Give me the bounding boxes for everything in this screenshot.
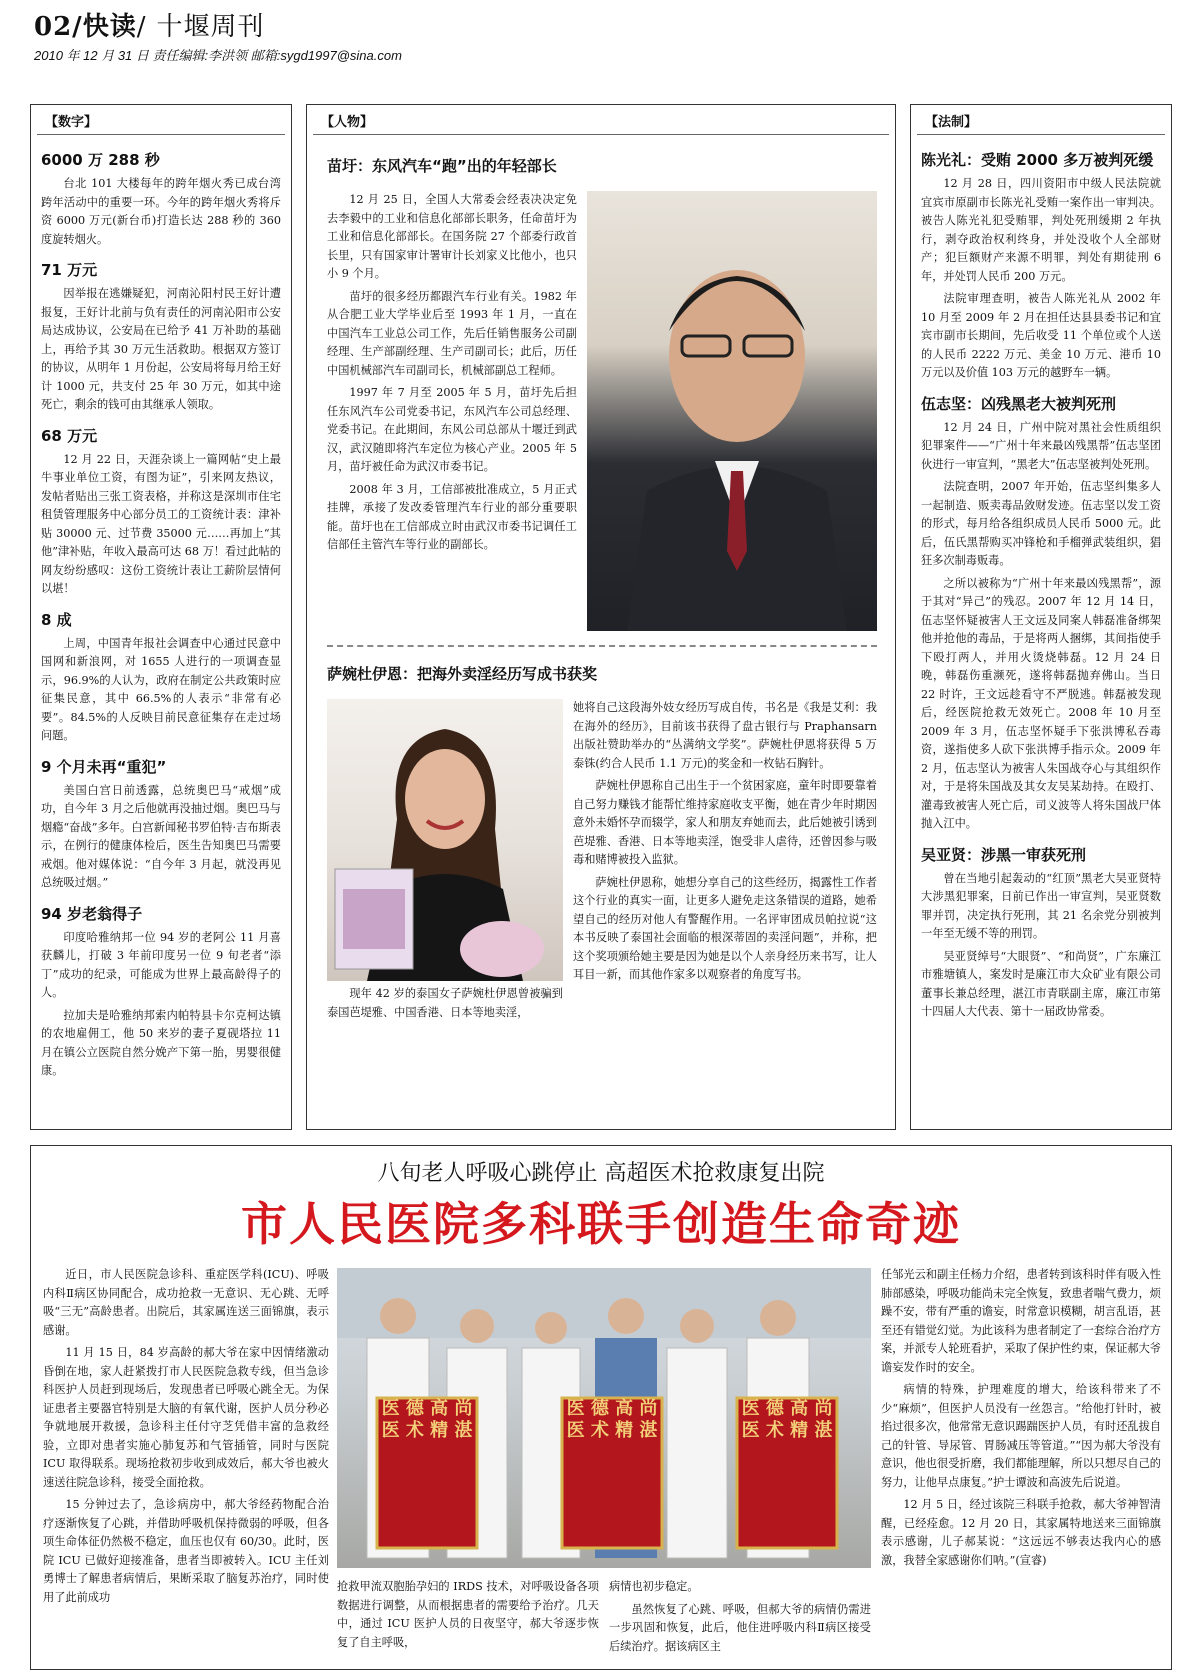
paragraph: 虽然恢复了心跳、呼吸，但郝大爷的病情仍需进一步巩固和恢复，此后，他住进呼吸内科Ⅱ病区接受后续治疗。据该病区主 — [609, 1602, 871, 1653]
paragraph: 萨婉杜伊恩称，她想分享自己的这些经历，揭露性工作者这个行业的真实一面，让更多人避免走这条错误的道路，她希望自己的经历对他人有警醒作用。一名评审团成员帕拉说“这本书反映了泰国社会面临的根深蒂固的卖淫问题”，并称，把这个奖项颁给她主要是因为她是以个人亲身经历来书写，让人耳目一新，而其他作家多以观察者的角度写书。 — [573, 875, 877, 981]
feature-kicker: 八旬老人呼吸心跳停止 高超医术抢救康复出院 — [377, 1161, 825, 1186]
page-number: 02/ — [34, 12, 83, 42]
paragraph: 曾在当地引起轰动的“红顶”黑老大吴亚贤特大涉黑犯罪案，日前已作出一审宣判，吴亚贤数罪并罚，决定执行死刑，其 21 名余党分别被判一年至无缓不等的刑罚。 — [921, 871, 1161, 940]
banner-line-2: 医 术 精 湛 — [381, 1420, 473, 1441]
paragraph: 任邹光云和副主任杨力介绍，患者转到该科时伴有吸入性肺部感染，呼吸功能尚未完全恢复，致患者喘气费力，烦躁不安，带有严重的谵妄，时常意识模糊，胡言乱语，甚至还有错觉幻觉。为此该科为患者制定了一套综合治疗方案，并派专人轮班看护，采取了保护性约束，保证郝大爷谵妄发作时的安全。 — [881, 1268, 1161, 1374]
paragraph: 法院审理查明，被告人陈光礼从 2002 年 10 月至 2009 年 2 月在担任达县县委书记和宜宾市副市长期间，先后收受 11 个单位或个人送的人民币 2222 万元、美金 10 万元、港币 10 万元以及价值 103 万元的越野车一辆。 — [921, 292, 1161, 379]
paragraph: 11 月 15 日，84 岁高龄的郝大爷在家中因情绪激动昏倒在地，家人赶紧拨打市人民医院急救专线，但当急诊科医护人员赶到现场后，发现患者已呼吸心跳全无。为保证患者主要器官特别是大脑的有氧代谢，医护人员分秒必争就地展开救援，急诊科主任付守芝凭借丰富的急救经验，立即对患者实施心肺复苏和气管插管，同时与医院 ICU 取得联系。现场抢救初步收到成效后，郝大爷也被火速送往院急诊科，接受全面抢救。 — [43, 1346, 329, 1489]
paragraph: 12 月 24 日，广州中院对黑社会性质组织犯罪案件——“广州十年来最凶残黑帮”伍志坚团伙进行一审宣判，“黑老大”伍志坚被判处死刑。 — [921, 420, 1161, 471]
banner — [562, 1398, 662, 1442]
banner — [377, 1398, 477, 1442]
author-photo — [327, 699, 563, 981]
paragraph: 12 月 5 日，经过该院三科联手抢救，郝大爷神智清醒，已经痊愈。12 月 20 日，其家属特地送来三面锦旗表示感谢，儿子郝某说：“这远远不够表达我内心的感激，我替全家感谢你们呐。”(宣睿) — [881, 1498, 1161, 1567]
paragraph: 萨婉杜伊恩称自己出生于一个贫困家庭，童年时即要靠着自己努力赚钱才能帮忙维持家庭收支平衡，她在青少年时期因意外未婚怀孕而辍学，家人和朋友弃她而去，此后她被引诱到芭堤雅、香港、日本等地卖淫，饱受非人虐待，还曾因参与吸毒和赌博被投入监狱。 — [573, 779, 877, 866]
header-meta: 2010 年 12 月 31 日 责任编辑:李洪领 邮箱:sygd1997@sina.com — [34, 48, 402, 63]
paragraph: 15 分钟过去了，急诊病房中，郝大爷经药物配合治疗逐渐恢复了心跳，并借助呼吸机保持微弱的呼吸，但各项生命体征仍然极不稳定，血压也仅有 60/30。此时，医院 ICU 已做好迎接准备，患者当即被转入。ICU 主任刘勇博士了解患者病情后，果断采取了脑复苏治疗，同时使用了此前成功 — [43, 1498, 329, 1604]
paragraph: 苗圩的很多经历都跟汽车行业有关。1982 年从合肥工业大学毕业后至 1993 年 1 月，一直在中国汽车工业总公司工作，先后任销售服务公司副经理、生产部副经理、生产司副司长；此后，历任中国机械部汽车司副司长，机械部副总工程师。 — [327, 289, 577, 377]
portrait-illustration — [587, 191, 877, 631]
feature-column-3 — [881, 1266, 1161, 1574]
paragraph: 病情也初步稳定。 — [609, 1580, 699, 1593]
banner-line-1: 医 德 高 尚 — [381, 1398, 473, 1419]
portrait-photo — [587, 191, 877, 631]
paragraph: 12 月 28 日，四川资阳市中级人民法院就宜宾市原副市长陈光礼受贿一案作出一审判决。被告人陈光礼犯受贿罪，判处死刑缓期 2 年执行，剥夺政治权利终身，并处没收个人全部财产；犯巨额财产来源不明罪，判处有期徒刑 6 年，并处罚人民币 200 万元。 — [921, 177, 1161, 283]
people-column — [306, 104, 896, 1130]
paragraph: 12 月 22 日，天涯杂谈上一篇网帖“史上最牛事业单位工资，有图为证”，引来网友热议，发帖者贴出三张工资表格，并称这是深圳市住宅租赁管理服务中心部分员工的工资统计表：津补贴 30000 元、过节费 35000 元……再加上“其他”津补贴，年收入最高可达 68 万！看过此帖的网友纷纷感叹：这份工资统计表让工薪阶层情何以堪！ — [41, 452, 281, 595]
paper-name: 十堰周刊 — [156, 12, 265, 42]
item-title: 68 万元 — [41, 426, 98, 445]
paragraph: 病情的特殊，护理难度的增大，给该科带来了不少“麻烦”，但医护人员没有一丝怨言。“给他打针时，被掐过很多次，他常常无意识踢踹医护人员，有时还乱拔自己的针管、导尿管、胃肠减压等管道。”“因为郝大爷没有意识，他也很受折磨，我们都能理解，所以只想尽自己的努力，让他早点康复。”护士谭波和高波先后说道。 — [881, 1383, 1161, 1489]
item-title: 8 成 — [41, 610, 72, 629]
numbers-column — [30, 104, 292, 1130]
paragraph: 拉加夫是哈雅纳邦索内帕特县卡尔克柯达镇的农地雇佣工，他 50 来岁的妻子夏砚塔拉 11 月在镇公立医院自然分娩产下第一胎，男婴很健康。 — [41, 1008, 281, 1077]
law-column — [910, 104, 1172, 1130]
paragraph: 近日，市人民医院急诊科、重症医学科(ICU)、呼吸内科Ⅱ病区协同配合，成功抢救一无意识、无心跳、无呼吸“三无”高龄患者。出院后，其家属连送三面锦旗，表示感谢。 — [43, 1268, 329, 1337]
paragraph: 1997 年 7 月至 2005 年 5 月，苗圩先后担任东风汽车公司党委书记，东风汽车公司总经理、党委书记。在此期间，东风公司总部从十堰迁到武汉，武汉随即将汽车定位为核心产业。2005 年 5 月，苗圩被任命为武汉市委书记。 — [327, 386, 577, 473]
item-title: 9 个月未再“重犯” — [41, 757, 167, 776]
paragraph: 她将自己这段海外妓女经历写成自传，书名是《我是艾利：我在海外的经历》，目前该书获得了盘古银行与 Praphansarn 出版社赞助举办的“丛满纳文学奖”。萨婉杜伊恩将获得 5 万泰铢(约合人民币 1.1 万元)的奖金和一枚钻石胸针。 — [573, 701, 877, 770]
column-tag: 【法制】 — [917, 105, 1165, 135]
story-title: 萨婉杜伊恩：把海外卖淫经历写成书获奖 — [327, 665, 598, 683]
paragraph: 因举报在逃嫌疑犯，河南沁阳村民王好计遭报复，王好计北前与负有责任的河南沁阳市公安局达成协议，公安局在已给予 41 万补助的基础上，再给予其 30 万元生活救助。根据双方签订的协议，从明年 1 月份起，公安局将每月给王好计 1000 元，共支付 25 年 30 万元，如其中途死亡，剩余的钱可由其继承人领取。 — [41, 287, 281, 411]
feature-column-1 — [43, 1266, 329, 1611]
feature-headline: 市人民医院多科联手创造生命奇迹 — [241, 1197, 961, 1251]
paragraph: 美国白宫日前透露，总统奥巴马“戒烟”成功，自今年 3 月之后他就再没抽过烟。奥巴马与烟瘾“奋战”多年。白宫新闻秘书罗伯特·吉布斯表示，在例行的健康体检后，医生告知奥巴马需要戒烟。他对媒体说：“自今年 3 月起，就没再见总统吸过烟。” — [41, 783, 281, 889]
banner-line-1: 医 德 高 尚 — [566, 1398, 658, 1419]
column-tag: 【人物】 — [313, 105, 889, 135]
paragraph: 12 月 25 日，全国人大常委会经表决决定免去李毅中的工业和信息化部部长职务，任命苗圩为工业和信息化部部长。在国务院 27 个部委行政首长里，只有国家审计署审计长刘家义比他小，也只小 9 个月。 — [327, 193, 577, 280]
item-title: 陈光礼：受贿 2000 多万被判死缓 — [921, 151, 1154, 169]
feature-box — [30, 1145, 1172, 1670]
banner-line-1: 医 德 高 尚 — [741, 1398, 833, 1419]
page-header — [34, 6, 1164, 64]
paragraph: 台北 101 大楼每年的跨年烟火秀已成台湾跨年活动中的重要一环。今年的跨年烟火秀将斥资 6000 万元(新台币)打造长达 288 秒的 360 度旋转烟火。 — [41, 177, 281, 246]
feature-bottom-mid — [337, 1578, 599, 1656]
item-title: 吴亚贤：涉黑一审获死刑 — [921, 845, 1087, 864]
numbers-items — [31, 135, 291, 1089]
paragraph: 上周，中国青年报社会调查中心通过民意中国网和新浪网，对 1655 人进行的一项调查显示，96.9%的人认为，政府在制定公共政策时应征集民意，其中 66.5%的人表示“非常有必要”。84.5%的人反映目前民意征集存在走过场问题。 — [41, 636, 281, 742]
paragraph: 2008 年 3 月，工信部被批准成立，5 月正式挂牌，承接了发改委管理汽车行业的部分重要职能。苗圩也在工信部成立时由武汉市委书记调任工信部任主管汽车等行业的副部长。 — [327, 482, 577, 551]
story-body — [327, 191, 577, 559]
story-body — [573, 699, 877, 989]
law-items — [911, 135, 1171, 1030]
paragraph: 法院查明，2007 年开始，伍志坚纠集多人一起制造、贩卖毒品敛财发迹。伍志坚以发工资的形式，每月给各组织成员人民币 5000 元。此后，伍氏黑帮购买冲锋枪和手榴弹武装组织，猖狂多次制毒贩毒。 — [921, 480, 1161, 567]
item-title: 71 万元 — [41, 261, 98, 279]
divider — [327, 645, 877, 647]
paragraph: 吴亚贤绰号“大眼贤”、“和尚贤”，广东廉江市雅塘镇人，案发时是廉江市大众矿业有限公司董事长兼总经理，湛江市青联副主席，廉江市第十四届人大代表、第十一届政协常委。 — [921, 949, 1161, 1018]
section-name: 快读 — [82, 12, 137, 42]
feature-bottom-right — [609, 1578, 871, 1660]
paragraph: 之所以被称为“广州十年来最凶残黑帮”，源于其对“异己”的残忍。2007 年 12 月 14 日，伍志坚怀疑被害人王文远及同案人韩磊准备绑架他并抢他的毒品，于是将两人捆绑，其间指使手下殴打两人，并用火烫烧韩磊。12 月 24 日晚，韩磊伤重濒死，遂将韩磊抛弃佛山。当日 22 时许，王文远趁看守不严脱逃。韩磊被发现后，经医院抢救无效死亡。2008 年 10 月至 2009 年 3 月，伍志坚怀疑手下张洪博私吞毒资，遂指使多人砍下张洪博手指示众。2009 年 2 月，伍志坚认为被害人朱国战夺心与其组织作对，于是将朱国战及其女友吴某劫持。在殴打、灌毒致被害人死亡后，司义波等人将朱国战尸体抛入江中。 — [921, 576, 1161, 830]
item-title: 94 岁老翁得子 — [41, 904, 143, 923]
banner — [737, 1398, 837, 1442]
banner-line-2: 医 术 精 湛 — [741, 1420, 833, 1441]
paragraph: 抢救甲流双胞胎孕妇的 IRDS 技术，对呼吸设备各项数据进行调整，从而根据患者的需要给予治疗。几天中，通过 ICU 医护人员的日夜坚守，郝大爷逐步恢复了自主呼吸， — [337, 1580, 599, 1649]
banner-texts — [337, 1398, 871, 1548]
photo-caption: 现年 42 岁的泰国女子萨婉杜伊恩曾被骗到泰国芭堤雅、中国香港、日本等地卖淫， — [327, 987, 563, 1019]
item-title: 伍志坚：凶残黑老大被判死刑 — [921, 394, 1117, 413]
item-title: 6000 万 288 秒 — [41, 151, 160, 169]
separator: / — [136, 12, 147, 42]
author-illustration — [327, 699, 563, 981]
banner-line-2: 医 术 精 湛 — [566, 1420, 658, 1441]
paragraph: 印度哈雅纳邦一位 94 岁的老阿公 11 月喜获麟儿，打破 3 年前印度另一位 9 旬老者“添丁”成功的纪录，可能成为世界上最高龄得子的人。 — [41, 930, 281, 999]
story-title: 苗圩：东风汽车“跑”出的年轻部长 — [327, 157, 557, 175]
column-tag: 【数字】 — [37, 105, 285, 135]
masthead — [34, 6, 1164, 43]
